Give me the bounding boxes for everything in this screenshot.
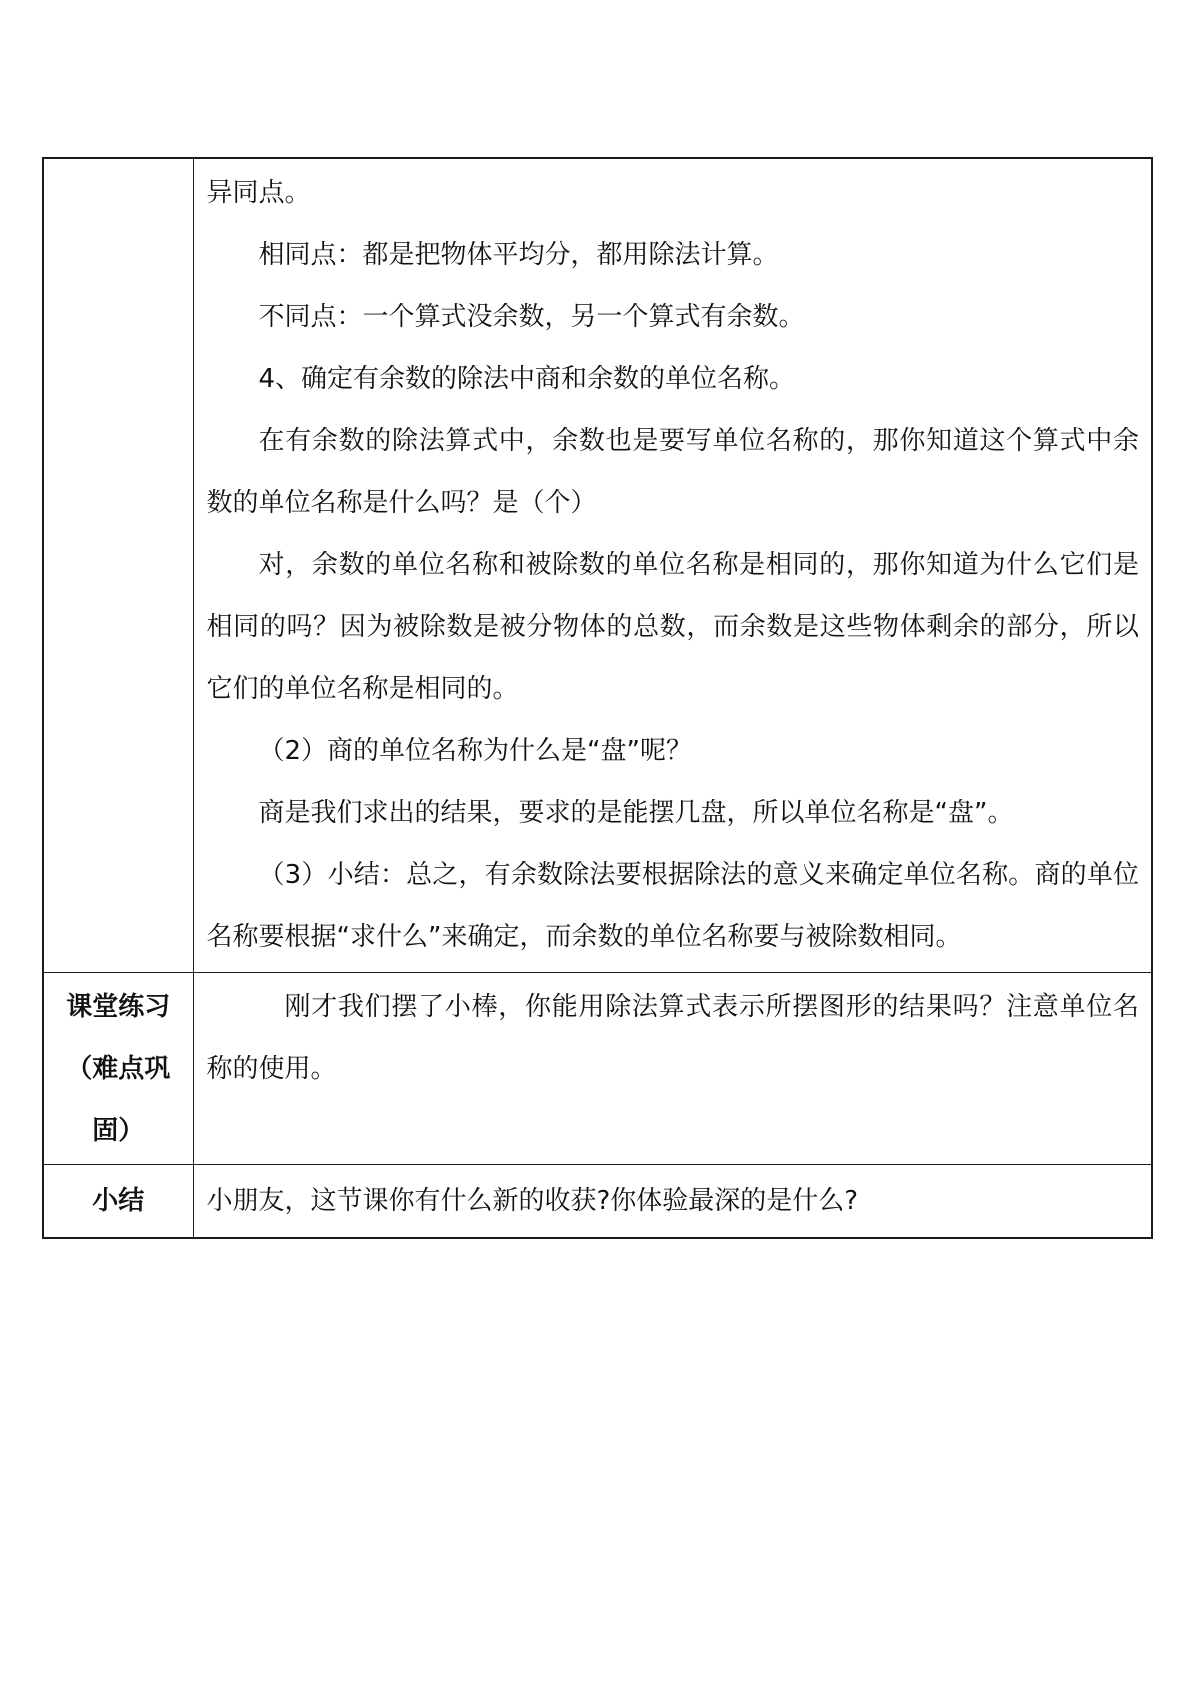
table-row-process: [43, 158, 1152, 973]
paragraph: 异同点。: [206, 178, 311, 208]
paragraph: 在有余数的除法算式中，余数也是要写单位名称的，那你知道这个算式中余数的单位名称是什么吗？是（个）: [206, 426, 1139, 518]
paragraph: （2）商的单位名称为什么是“盘”呢？: [258, 736, 692, 766]
row-label-line: 课堂练习: [66, 992, 171, 1022]
row-label-empty: [43, 158, 193, 973]
paragraph-heading: 4、确定有余数的除法中商和余数的单位名称。: [258, 364, 796, 394]
row-content-summary: [193, 1165, 1152, 1239]
paragraph: 商是我们求出的结果，要求的是能摆几盘，所以单位名称是“盘”。: [258, 798, 1014, 828]
row-label-summary: [43, 1165, 193, 1239]
paragraph: 对，余数的单位名称和被除数的单位名称是相同的，那你知道为什么它们是相同的吗？因为被除数是被分物体的总数，而余数是这些物体剩余的部分，所以它们的单位名称是相同的。: [206, 550, 1139, 704]
table-row-summary: [43, 1165, 1152, 1239]
paragraph: 相同点：都是把物体平均分，都用除法计算。: [258, 240, 779, 270]
table-row-practice: [43, 973, 1152, 1165]
paragraph: 小朋友，这节课你有什么新的收获?你体验最深的是什么?: [206, 1186, 859, 1216]
paragraph: （3）小结：总之，有余数除法要根据除法的意义来确定单位名称。商的单位名称要根据“求什么”来确定，而余数的单位名称要与被除数相同。: [206, 860, 1139, 952]
row-content-process: [193, 158, 1152, 973]
paragraph: 刚才我们摆了小棒，你能用除法算式表示所摆图形的结果吗？注意单位名称的使用。: [206, 992, 1139, 1084]
row-content-practice: [193, 973, 1152, 1165]
row-label-practice: [43, 973, 193, 1165]
lesson-plan-table: [42, 157, 1153, 1239]
paragraph: 不同点：一个算式没余数，另一个算式有余数。: [258, 302, 805, 332]
row-label-line: 固）: [92, 1116, 145, 1146]
row-label-line: （难点巩: [66, 1054, 171, 1084]
row-label-text: 小结: [92, 1186, 145, 1216]
